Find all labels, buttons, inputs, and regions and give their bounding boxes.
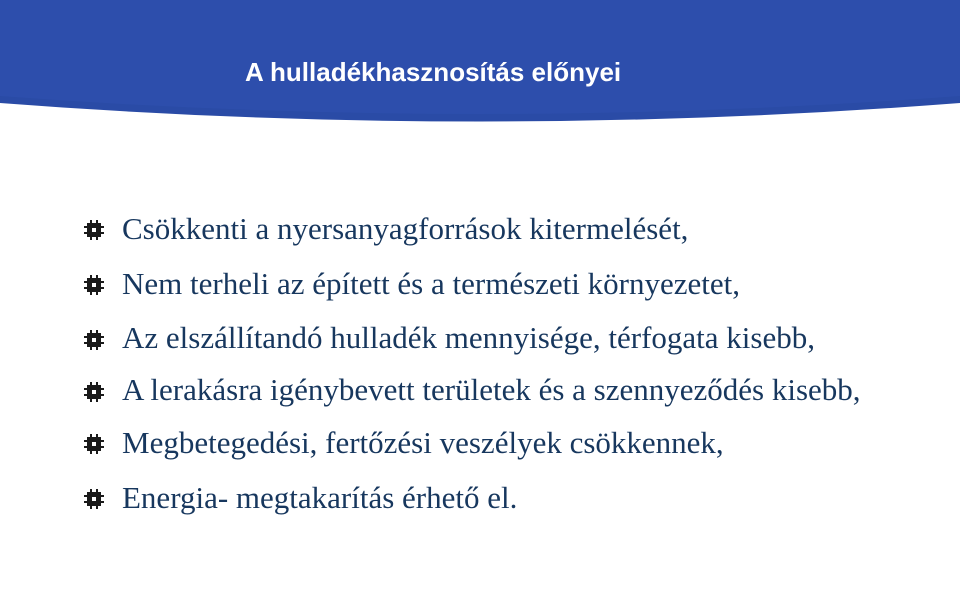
square-grid-bullet-icon: [84, 382, 104, 402]
slide-title: A hulladékhasznosítás előnyei: [245, 57, 622, 87]
bullet-text: Energia- megtakarítás érhető el.: [122, 480, 518, 515]
list-item: [84, 259, 944, 309]
bullet-text: Nem terheli az épített és a természeti környezetet,: [122, 266, 740, 301]
bullet-text: Megbetegedési, fertőzési veszélyek csökkennek,: [122, 425, 724, 460]
square-grid-bullet-icon: [84, 220, 104, 240]
square-grid-bullet-icon: [84, 434, 104, 454]
list-item: [84, 204, 944, 254]
square-grid-bullet-icon: [84, 330, 104, 350]
bullet-text: A lerakásra igénybevett területek és a szennyeződés kisebb,: [122, 372, 861, 407]
bullet-list: [84, 204, 944, 528]
list-item: [84, 314, 944, 361]
list-item: [84, 473, 944, 523]
square-grid-bullet-icon: [84, 489, 104, 509]
square-grid-bullet-icon: [84, 275, 104, 295]
bullet-text: Csökkenti a nyersanyagforrások kitermelését,: [122, 211, 689, 246]
list-item: [84, 418, 944, 468]
list-item: [84, 366, 944, 413]
bullet-text: Az elszállítandó hulladék mennyisége, térfogata kisebb,: [122, 320, 815, 355]
